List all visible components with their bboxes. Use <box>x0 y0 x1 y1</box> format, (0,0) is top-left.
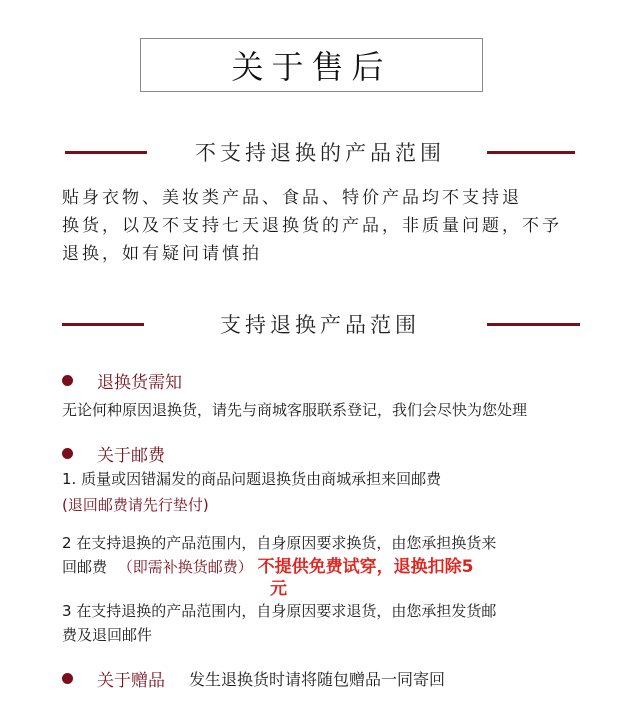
paragraph-line: 换货，以及不支持七天退换货的产品，非质量问题，不予 <box>62 216 562 236</box>
heading-divider-right <box>487 151 575 154</box>
bullet-label: 关于赠品 <box>97 670 165 691</box>
bullet-gift <box>62 665 445 691</box>
bullet-dot-icon <box>62 375 73 386</box>
section-heading-unsupported <box>0 137 640 167</box>
heading-divider-left <box>62 323 144 326</box>
postage-item-2: 2 在支持退换的产品范围内，自身原因要求换货，由您承担换货来 <box>62 534 497 552</box>
postage-highlight: 不提供免费试穿，退换扣除5 <box>257 557 474 577</box>
postage-item-3-line-2: 费及退回邮件 <box>62 626 153 644</box>
section-heading-supported <box>0 309 640 339</box>
postage-item-2-note: （即需补换货邮费） <box>117 558 253 576</box>
postage-item-2-text: 回邮费 <box>62 558 108 576</box>
postage-item-1: 1. 质量或因错漏发的商品问题退换货由商城承担来回邮费 <box>62 470 442 488</box>
section-heading-text: 支持退换产品范围 <box>220 313 420 337</box>
section-heading-text: 不支持退换的产品范围 <box>195 141 445 165</box>
bullet-label: 关于邮费 <box>97 445 165 466</box>
postage-highlight-cont: 元 <box>270 579 287 599</box>
postage-item-2-line-2 <box>62 555 602 579</box>
heading-divider-right <box>487 323 580 326</box>
unsupported-description <box>62 184 592 268</box>
page-title: 关于售后 <box>140 38 483 92</box>
bullet-postage <box>62 440 165 466</box>
bullet-notice <box>62 367 182 393</box>
postage-item-3: 3 在支持退换的产品范围内，自身原因要求退货，由您承担发货邮 <box>62 602 497 620</box>
paragraph-line: 贴身衣物、美妆类产品、食品、特价产品均不支持退 <box>62 188 522 208</box>
postage-highlight-wrap <box>270 577 370 601</box>
postage-item-1-note: (退回邮费请先行垫付) <box>62 496 209 514</box>
paragraph-line: 退换，如有疑问请慎拍 <box>62 244 262 264</box>
gift-text: 发生退换货时请将随包赠品一同寄回 <box>189 669 446 689</box>
bullet-dot-icon <box>62 673 73 684</box>
bullet-dot-icon <box>62 448 73 459</box>
heading-divider-left <box>65 151 147 154</box>
notice-text: 无论何种原因退换货，请先与商城客服联系登记，我们会尽快为您处理 <box>62 401 528 419</box>
bullet-label: 退换货需知 <box>97 372 182 393</box>
